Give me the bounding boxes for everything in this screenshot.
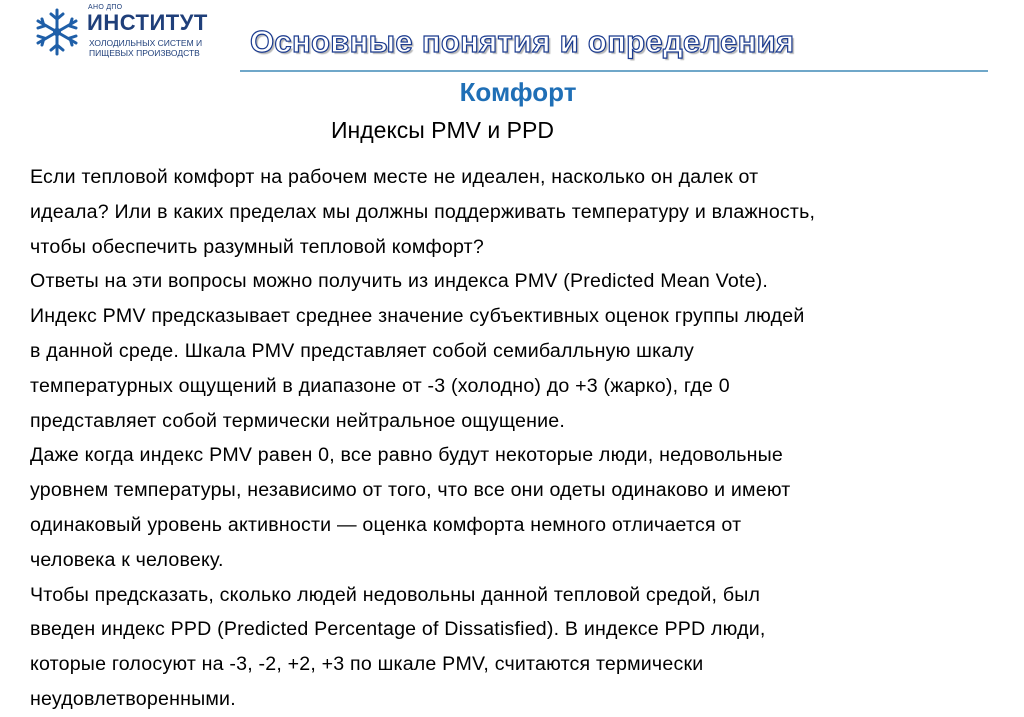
body-line: введен индекс PPD (Predicted Percentage of Dissatisfied). В индексе PPD люди, [30,618,766,641]
body-line: Индекс PMV предсказывает среднее значение субъективных оценок группы людей [30,305,805,328]
logo-subtitle [89,38,202,58]
body-line: в данной среде. Шкала PMV представляет собой семибалльную шкалу [30,339,695,362]
logo-subtitle-line: ХОЛОДИЛЬНЫХ СИСТЕМ И [89,38,203,48]
body-line: идеала? Или в каких пределах мы должны поддерживать температуру и влажность, [30,200,816,223]
body-line: Чтобы предсказать, сколько людей недовольны данной тепловой средой, был [30,583,761,606]
body-line: чтобы обеспечить разумный тепловой комфорт? [30,235,484,258]
institute-logo [31,2,231,64]
body-line: человека к человеку. [30,548,224,571]
body-text [30,160,1010,717]
section-heading: Комфорт [459,77,577,107]
body-line: Если тепловой комфорт на рабочем месте не идеален, насколько он далек от [30,166,759,188]
subsection-heading: Индексы PMV и PPD [331,117,554,143]
logo-small-text: АНО ДПО [88,4,123,11]
body-line: Ответы на эти вопросы можно получить из индекса PMV (Predicted Mean Vote). [30,270,769,293]
header-divider [240,70,988,72]
body-line: Даже когда индекс PMV равен 0, все равно будут некоторые люди, недовольные [30,444,784,467]
slide-title: Основные понятия и определения [250,24,795,59]
snowflake-icon [31,6,83,58]
body-line: которые голосуют на -3, -2, +2, +3 по шкале PMV, считаются термически [30,653,704,676]
body-line: неудовлетворенными. [30,687,236,710]
body-line: уровнем температуры, независимо от того, что все они одеты одинаково и имеют [30,479,791,502]
body-line: представляет собой термически нейтральное ощущение. [30,409,566,432]
logo-name: ИНСТИТУТ [87,10,208,35]
logo-subtitle-line: ПИЩЕВЫХ ПРОИЗВОДСТВ [89,48,200,58]
body-line: температурных ощущений в диапазоне от -3 (холодно) до +3 (жарко), где 0 [30,374,730,397]
body-line: одинаковый уровень активности — оценка комфорта немного отличается от [30,513,742,536]
